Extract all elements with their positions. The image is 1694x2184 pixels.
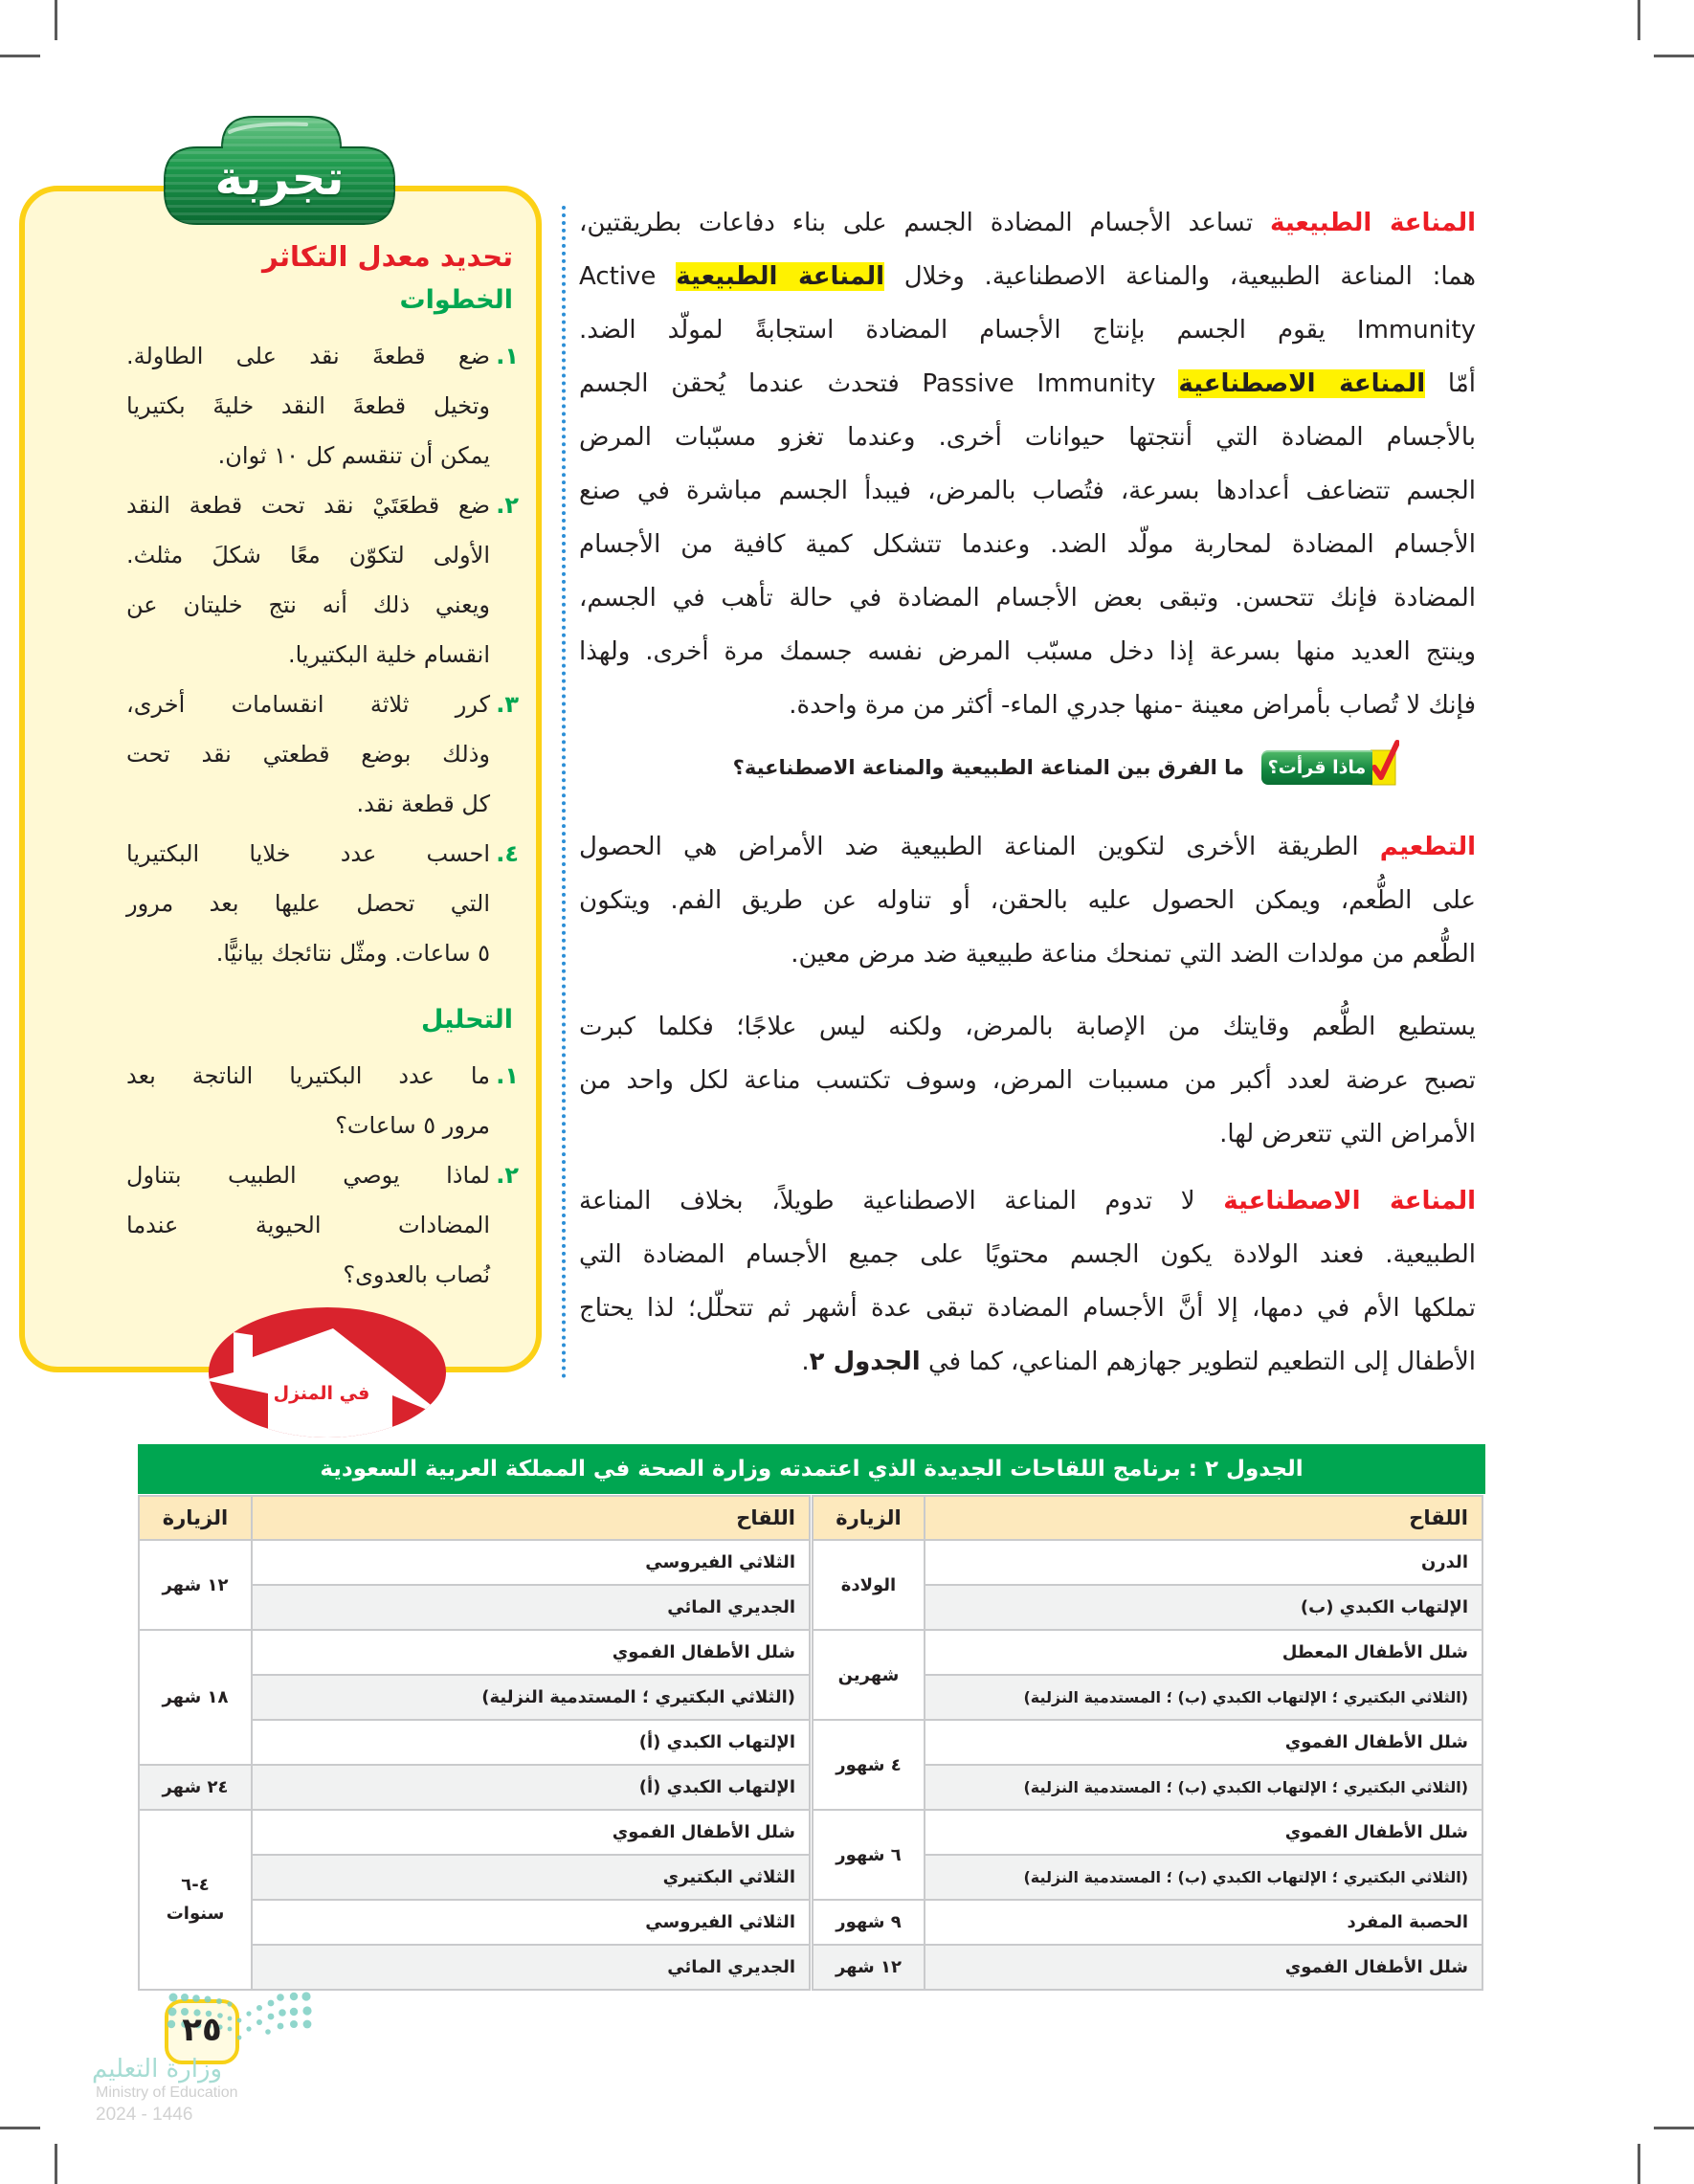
crop-mark-bottom-right-h (1654, 2127, 1694, 2129)
question-number: ٢. (496, 1162, 519, 1189)
header-visit: الزيارة (813, 1496, 925, 1540)
step-number: ١. (496, 343, 519, 369)
home-badge-label: في المنزل (273, 1383, 370, 1404)
vaccine-cell: الإلتهاب الكبدي (أ) (252, 1720, 810, 1765)
step-text: ٥ ساعات. ومثّل نتائجك بيانيًّا. (215, 940, 490, 967)
step-text: الأولى لتكوّن معًا شكلَ مثلث. (126, 542, 490, 568)
edition-year: 2024 - 1446 (96, 2105, 193, 2125)
body-text: Immunity يقوم الجسم بإنتاج الأجسام المضادة استجابةً لمولّد الضد. (579, 316, 1476, 345)
table-header-row (813, 1496, 1482, 1540)
header-vaccine: اللقاح (925, 1496, 1482, 1540)
paragraph-vaccine-protection (579, 1000, 1476, 1161)
step-text: ضع قطعةَ نقد على الطاولة. (126, 343, 490, 369)
crop-mark-top-right-v (1638, 0, 1640, 40)
term-vaccination: التطعيم (1379, 833, 1476, 861)
step-text: وتخيل قطعةَ النقد خليةَ بكتيريا (126, 392, 490, 419)
step-text: ويعني ذلك أنه نتج خليتان عن (126, 591, 490, 618)
vaccine-table-right-half (812, 1495, 1483, 1991)
question-text: لماذا يوصي الطبيب بتناول (126, 1162, 490, 1189)
body-text: الأجسام المضادة لمحاربة مولّد الضد. وعندما تتشكل كمية كافية من الأجسام (579, 530, 1476, 559)
crop-mark-top-left-h (0, 55, 40, 57)
body-text: الطبيعية. فعند الولادة يكون الجسم محتويًا على جميع الأجسام المضادة التي (579, 1240, 1476, 1269)
table-row (139, 1540, 810, 1585)
checkmark-icon (1371, 739, 1399, 787)
visit-cell: ٢٤ شهر (139, 1765, 252, 1810)
column-divider (562, 206, 566, 1379)
paragraph-vaccination (579, 820, 1476, 981)
header-vaccine: اللقاح (252, 1496, 810, 1540)
vaccine-cell: (الثلاثي البكتيري ؛ الإلتهاب الكبدي (ب) ؛ المستدمية النزلية) (925, 1765, 1482, 1810)
table-reference: الجدول ٢ (809, 1348, 921, 1376)
reading-check-question: ما الفرق بين المناعة الطبيعية والمناعة الاصطناعية؟ (732, 756, 1244, 779)
body-text: بالأجسام المضادة التي أنتجتها حيوانات أخرى. وعندما تغزو مسبّبات المرض (579, 423, 1476, 452)
table-row (139, 1810, 810, 1855)
body-text: تصبح عرضة لعدد أكبر من مسببات المرض، وسوف تكتسب مناعة لكل واحد من (579, 1066, 1476, 1095)
page-number: ٢٥ (182, 2011, 222, 2049)
vaccine-cell: الإلتهاب الكبدي (أ) (252, 1765, 810, 1810)
visit-cell-text: ٤-٦ سنوات (166, 1875, 225, 1924)
vaccine-cell: الجديري المائي (252, 1945, 810, 1990)
question-text: مرور ٥ ساعات؟ (335, 1112, 490, 1139)
body-text: هما: المناعة الطبيعية، والمناعة الاصطناعية. وخلال (884, 262, 1476, 291)
highlighted-term: المناعة الاصطناعية (1178, 369, 1426, 398)
reading-check-badge: ماذا قرأت؟ (1261, 750, 1372, 785)
body-text: الطريقة الأخرى لتكوين المناعة الطبيعية ضد الأمراض هي الحصول (579, 833, 1380, 861)
vaccine-cell: الإلتهاب الكبدي (ب) (925, 1585, 1482, 1630)
step-text: وذلك بوضع قطعتي نقد تحت (126, 741, 490, 768)
steps-list (126, 331, 519, 978)
step-item (126, 680, 519, 829)
crop-mark-bottom-right-v (1638, 2144, 1640, 2184)
table-row (813, 1945, 1482, 1990)
visit-cell: ٩ شهور (813, 1900, 925, 1945)
body-text: المضادة فإنك تتحسن. وتبقى بعض الأجسام المضادة في حالة تأهب في الجسم، (579, 584, 1476, 613)
body-text: Active (579, 262, 677, 291)
crop-mark-top-right-h (1654, 55, 1694, 57)
body-text: فإنك لا تُصاب بأمراض معينة -منها جدري الماء- أكثر من مرة واحدة. (789, 691, 1476, 720)
body-text: وينتج العديد منها بسرعة إذا دخل مسبّب المرض نفسه جسمك مرة أخرى. ولهذا (579, 637, 1476, 666)
visit-cell: ١٢ شهر (813, 1945, 925, 1990)
step-number: ٣. (496, 691, 519, 718)
visit-cell: ١٢ شهر (139, 1540, 252, 1630)
ministry-name-arabic: وزارة التعليم (92, 2055, 223, 2084)
experiment-tab-label: تجربة (214, 150, 345, 206)
vaccine-cell: شلل الأطفال الفموي (252, 1810, 810, 1855)
crop-mark-top-left-v (55, 0, 57, 40)
step-text: كرر ثلاثة انقسامات أخرى، (126, 691, 490, 718)
step-text: انقسام خلية البكتيريا. (287, 641, 490, 668)
body-text: . (801, 1348, 810, 1376)
vaccine-cell: (الثلاثي البكتيري ؛ الإلتهاب الكبدي (ب) ؛ المستدمية النزلية) (925, 1855, 1482, 1900)
steps-heading: الخطوات (399, 285, 513, 315)
body-text: تملكها الأم في دمها، إلا أنَّ الأجسام المضادة تبقى عدة أشهر ثم تتحلّل؛ لذا يحتاج (579, 1294, 1476, 1323)
question-text: نُصاب بالعدوى؟ (343, 1261, 490, 1288)
vaccine-cell: الدرن (925, 1540, 1482, 1585)
body-text: لا تدوم المناعة الاصطناعية طويلاً، بخلاف المناعة (579, 1187, 1224, 1215)
step-text: التي تحصل عليها بعد مرور (126, 890, 490, 917)
step-item (126, 331, 519, 480)
visit-cell: ٦ شهور (813, 1810, 925, 1900)
body-text: تساعد الأجسام المضادة الجسم على بناء دفاعات بطريقتين، (579, 209, 1271, 237)
question-item (126, 1051, 519, 1150)
paragraph-passive-immunity (579, 1174, 1476, 1389)
question-text: ما عدد البكتيريا الناتجة بعد (126, 1062, 490, 1089)
term-passive-immunity: المناعة الاصطناعية (1223, 1187, 1476, 1215)
crop-mark-bottom-left-v (55, 2144, 57, 2184)
body-text: يستطيع الطُّعم وقايتك من الإصابة بالمرض، ولكنه ليس علاجًا؛ فكلما كبرت (579, 1013, 1476, 1041)
step-number: ٢. (496, 492, 519, 519)
vaccine-cell: شلل الأطفال الفموي (925, 1945, 1482, 1990)
table-row (813, 1900, 1482, 1945)
experiment-title: تحديد معدل التكاثر (262, 240, 513, 273)
home-icon (188, 1292, 465, 1445)
paragraph-natural-immunity (579, 196, 1476, 732)
step-text: احسب عدد خلايا البكتيريا (126, 840, 490, 867)
visit-cell: الولادة (813, 1540, 925, 1630)
vaccine-cell: شلل الأطفال الفموي (252, 1630, 810, 1675)
vaccine-table-left-half (138, 1495, 811, 1991)
table-row (139, 1630, 810, 1675)
body-text: أمّا (1425, 369, 1476, 398)
question-text: المضادات الحيوية عندما (126, 1212, 490, 1238)
visit-cell (139, 1810, 252, 1990)
step-text: يمكن أن تنقسم كل ١٠ ثوان. (217, 442, 490, 469)
body-text: الجسم تتضاعف أعدادها بسرعة، فتُصاب بالمرض، فيبدأ الجسم مباشرة في صنع (579, 477, 1476, 505)
ministry-name-english: Ministry of Education (96, 2084, 238, 2101)
table-row (813, 1720, 1482, 1765)
vaccine-cell: شلل الأطفال الفموي (925, 1720, 1482, 1765)
highlighted-term: المناعة الطبيعية (676, 262, 885, 291)
step-item (126, 829, 519, 978)
step-item (126, 480, 519, 680)
vaccine-cell: الجديري المائي (252, 1585, 810, 1630)
body-text: الطُّعم من مولدات الضد التي تمنحك مناعة طبيعية ضد مرض معين. (791, 940, 1476, 969)
visit-cell: ١٨ شهر (139, 1630, 252, 1765)
table-title: الجدول ٢ : برنامج اللقاحات الجديدة الذي اعتمدته وزارة الصحة في المملكة العربية السعودية (138, 1444, 1485, 1494)
step-number: ٤. (496, 840, 519, 867)
body-text: على الطُّعم، ويمكن الحصول عليه بالحقن، أو تناوله عن طريق الفم. ويتكون (579, 886, 1476, 915)
term-natural-immunity: المناعة الطبيعية (1270, 209, 1476, 237)
question-number: ١. (496, 1062, 519, 1089)
analysis-heading: التحليل (420, 1005, 513, 1035)
table-row (813, 1540, 1482, 1585)
vaccine-cell: الثلاثي الفيروسي (252, 1540, 810, 1585)
table-header-row (139, 1496, 810, 1540)
vaccine-cell: شلل الأطفال المعطل (925, 1630, 1482, 1675)
table-row (139, 1765, 810, 1810)
body-text: الأمراض التي تتعرض لها. (1219, 1120, 1476, 1148)
body-text: Passive Immunity فتحدث عندما يُحقن الجسم (579, 369, 1179, 398)
table-row (813, 1810, 1482, 1855)
step-text: ضع قطعَتَيْ نقد تحت قطعة النقد (126, 492, 490, 519)
vaccine-cell: الثلاثي البكتيري (252, 1855, 810, 1900)
vaccine-cell: (الثلاثي البكتيري ؛ الإلتهاب الكبدي (ب) ؛ المستدمية النزلية) (925, 1675, 1482, 1720)
vaccine-cell: الثلاثي الفيروسي (252, 1900, 810, 1945)
vaccine-cell: الحصبة المفرد (925, 1900, 1482, 1945)
body-text: الأطفال إلى التطعيم لتطوير جهازهم المناعي، كما في (920, 1348, 1476, 1376)
vaccine-cell: شلل الأطفال الفموي (925, 1810, 1482, 1855)
analysis-questions (126, 1051, 519, 1300)
header-visit: الزيارة (139, 1496, 252, 1540)
visit-cell: شهرين (813, 1630, 925, 1720)
visit-cell: ٤ شهور (813, 1720, 925, 1810)
crop-mark-bottom-left-h (0, 2127, 40, 2129)
table-row (813, 1630, 1482, 1675)
step-text: كل قطعة نقد. (356, 791, 490, 817)
question-item (126, 1150, 519, 1300)
vaccine-cell: (الثلاثي البكتيري ؛ المستدمية النزلية) (252, 1675, 810, 1720)
